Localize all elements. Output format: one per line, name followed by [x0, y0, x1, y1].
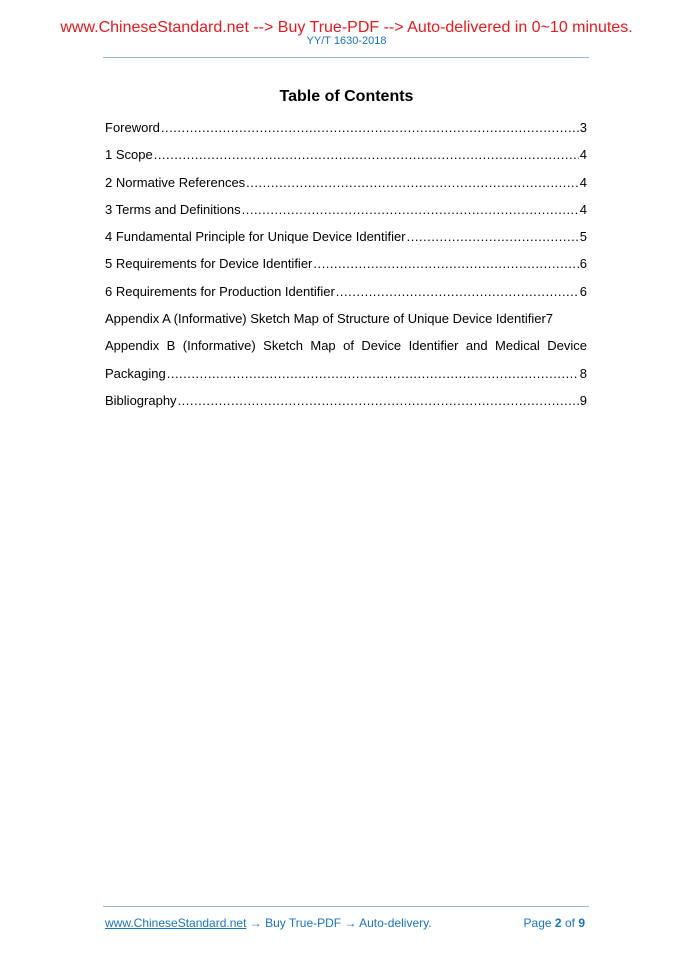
footer-promo: [105, 916, 432, 930]
header-divider: [103, 57, 589, 58]
page-indicator: [524, 916, 585, 930]
toc-entry-label: 2 Normative References: [105, 174, 246, 190]
page-current: 2: [554, 916, 562, 930]
toc-entry-page: 6: [579, 283, 587, 299]
toc-entry-foreword[interactable]: [105, 118, 587, 145]
dot-leader: [336, 282, 579, 302]
page-of: of: [564, 916, 575, 930]
toc-entry-bibliography[interactable]: [105, 391, 587, 418]
toc-entry-page: 4: [579, 201, 587, 217]
dot-leader: [167, 364, 579, 384]
toc-entry-page: 5: [579, 229, 587, 245]
dot-leader: [178, 391, 579, 411]
page-word: Page: [523, 916, 552, 930]
toc-entry-page: 7: [545, 311, 554, 327]
toc-entry-label: 3 Terms and Definitions: [105, 201, 241, 217]
toc-entry-scope[interactable]: [105, 145, 587, 172]
toc-entry-label: Appendix A (Informative) Sketch Map of Structure of Unique Device Identifier: [105, 311, 546, 327]
page-total: 9: [578, 916, 585, 930]
toc-entry-label: Foreword: [105, 120, 160, 135]
toc-entry-page: 4: [579, 147, 587, 163]
dot-leader: [161, 118, 579, 138]
toc-entry-page: 9: [579, 392, 587, 408]
dot-leader: [154, 145, 579, 165]
dot-leader: [246, 173, 579, 193]
toc-entry-label: 1 Scope: [105, 147, 153, 163]
toc-entry-appendix-b[interactable]: [105, 336, 587, 391]
toc-entry-fundamental-principle[interactable]: [105, 227, 587, 254]
toc-entry-production-identifier[interactable]: [105, 282, 587, 309]
toc-entry-label: 4 Fundamental Principle for Unique Device Identifier: [105, 229, 406, 245]
toc-entry-label-line2: Packaging: [105, 365, 166, 381]
dot-leader: [407, 227, 579, 247]
toc-entry-page: 3: [579, 120, 587, 135]
toc-entry-device-identifier[interactable]: [105, 254, 587, 281]
toc-entry-terms-definitions[interactable]: [105, 200, 587, 227]
toc-entry-line2: [105, 364, 587, 391]
toc-entry-page: 6: [579, 256, 587, 272]
standard-code: YY/T 1630-2018: [306, 35, 387, 47]
promo-banner-text: --> Buy True-PDF --> Auto-delivered in 0~10 minutes.: [248, 19, 633, 36]
dot-leader: [242, 200, 579, 220]
footer-site-link[interactable]: www.ChineseStandard.net: [105, 916, 247, 930]
toc-entry-label: Bibliography: [105, 392, 177, 408]
table-of-contents: [105, 118, 587, 418]
promo-site-link[interactable]: www.ChineseStandard.net: [60, 19, 249, 36]
toc-entry-label: 5 Requirements for Device Identifier: [105, 256, 313, 272]
toc-entry-label: 6 Requirements for Production Identifier: [105, 283, 335, 299]
toc-title: Table of Contents: [279, 88, 414, 105]
toc-entry-normative-references[interactable]: [105, 173, 587, 200]
dot-leader: [313, 254, 578, 274]
footer-tagline: → Buy True-PDF → Auto-delivery.: [246, 916, 432, 930]
toc-entry-label-line1: Appendix B (Informative) Sketch Map of Device Identifier and Medical Device: [105, 338, 587, 354]
toc-entry-page: 8: [579, 365, 587, 381]
footer-divider: [103, 906, 589, 907]
toc-entry-appendix-a[interactable]: [105, 309, 587, 336]
toc-entry-page: 4: [579, 174, 587, 190]
